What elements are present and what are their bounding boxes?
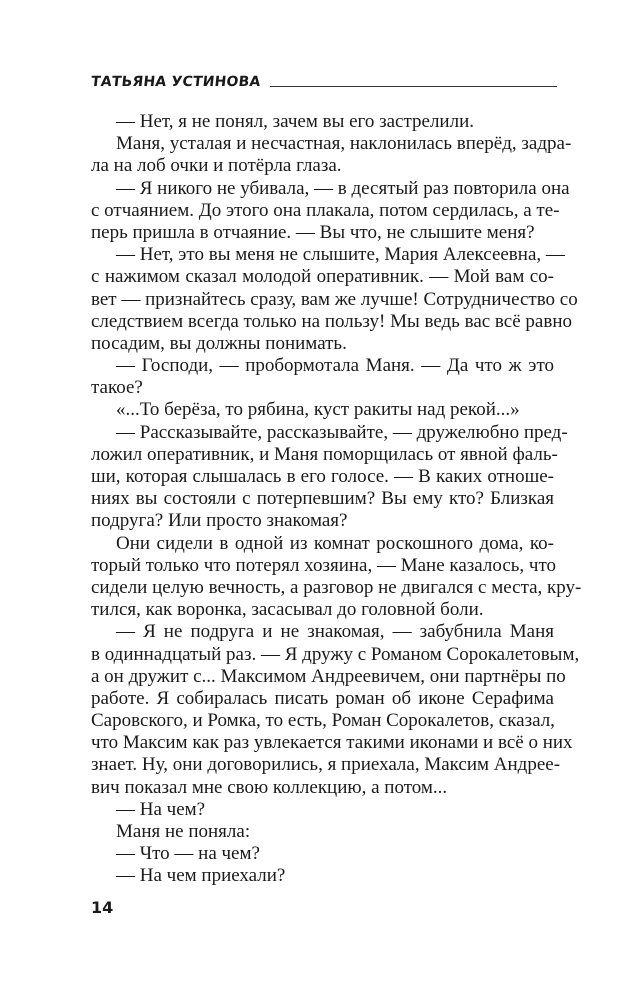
text-line: торый только что потерял хозяина, — Мане казалось, что bbox=[91, 554, 557, 576]
text-line: ниях вы состояли с потерпевшим? Вы ему кто? Близкая bbox=[91, 488, 554, 510]
text-line: ла на лоб очки и потёрла глаза. bbox=[91, 155, 342, 177]
text-line: — Я никого не убивала, — в десятый раз повторила она bbox=[116, 177, 570, 199]
paragraph bbox=[91, 865, 554, 887]
paragraph bbox=[91, 621, 580, 799]
author-name: ТАТЬЯНА УСТИНОВА bbox=[90, 74, 262, 90]
text-line: — Что — на чем? bbox=[116, 843, 260, 865]
paragraph bbox=[91, 399, 554, 421]
header-rule bbox=[270, 86, 557, 87]
text-line: посадим, вы должны понимать. bbox=[91, 332, 347, 354]
text-line: с нажимом сказал молодой оперативник. — Мой вам со- bbox=[91, 266, 554, 288]
paragraph bbox=[91, 799, 554, 821]
text-line: — Рассказывайте, рассказывайте, — дружелюбно пред- bbox=[116, 421, 568, 443]
text-line: вет — признайтесь сразу, вам же лучше! Сотрудничество со bbox=[91, 288, 578, 310]
paragraph bbox=[91, 177, 570, 245]
text-line: с отчаянием. До этого она плакала, потом сердилась, а те- bbox=[91, 199, 560, 221]
paragraph bbox=[91, 532, 582, 622]
text-line: перь пришла в отчаяние. — Вы что, не слышите меня? bbox=[91, 221, 535, 243]
text-line: а он дружит с... Максимом Андреевичем, они партнёры по bbox=[91, 665, 566, 687]
paragraph bbox=[91, 355, 554, 399]
text-line: ложил оперативник, и Маня поморщилась от явной фаль- bbox=[91, 443, 558, 465]
text-line: — На чем приехали? bbox=[116, 865, 286, 887]
paragraph bbox=[91, 111, 554, 133]
text-line: подруга? Или просто знакомая? bbox=[91, 510, 348, 532]
text-line: работе. Я собиралась писать роман об иконе Серафима bbox=[91, 687, 554, 709]
text-line: такое? bbox=[91, 377, 143, 399]
text-line: вич показал мне свою коллекцию, а потом... bbox=[91, 776, 448, 798]
text-line: — Господи, — пробормотала Маня. — Да что ж это bbox=[116, 355, 554, 377]
text-line: — Нет, я не понял, зачем вы его застрелили. bbox=[116, 111, 474, 132]
text-line: — На чем? bbox=[116, 798, 206, 820]
text-line: сидели целую вечность, а разговор не двигался с места, кру- bbox=[91, 576, 582, 598]
text-line: — Нет, это вы меня не слышите, Мария Алексеевна, — bbox=[116, 244, 565, 266]
text-line: Они сидели в одной из комнат роскошного дома, ко- bbox=[116, 532, 554, 554]
text-line: «...То берёза, то рябина, куст ракиты над рекой...» bbox=[116, 399, 520, 421]
text-line: — Я не подруга и не знакомая, — забубнила Маня bbox=[116, 621, 554, 643]
text-line: тился, как воронка, засасывал до головной боли. bbox=[91, 599, 484, 621]
paragraph bbox=[91, 843, 554, 865]
running-header bbox=[91, 74, 557, 90]
paragraph bbox=[91, 421, 568, 533]
text-line: знает. Ну, они договорились, я приехала, Максим Андрее- bbox=[91, 754, 561, 776]
text-line: Маня не поняла: bbox=[116, 821, 251, 842]
body-text bbox=[91, 111, 582, 888]
paragraph bbox=[91, 821, 554, 843]
paragraph bbox=[91, 244, 578, 355]
text-line: следствием всегда только на пользу! Мы ведь вас всё равно bbox=[91, 310, 572, 332]
text-line: что Максим как раз увлекается такими иконами и всё о них bbox=[91, 732, 573, 754]
text-line: ши, которая слышалась в его голосе. — В каких отноше- bbox=[91, 466, 554, 487]
text-line: Маня, усталая и несчастная, наклонилась вперёд, задра- bbox=[116, 133, 572, 155]
paragraph bbox=[91, 133, 572, 177]
text-line: Саровского, и Ромка, то есть, Роман Сорокалетов, сказал, bbox=[91, 710, 555, 732]
text-line: в одиннадцатый раз. — Я дружу с Романом Сорокалетовым, bbox=[91, 643, 580, 665]
page-number: 14 bbox=[91, 898, 114, 917]
